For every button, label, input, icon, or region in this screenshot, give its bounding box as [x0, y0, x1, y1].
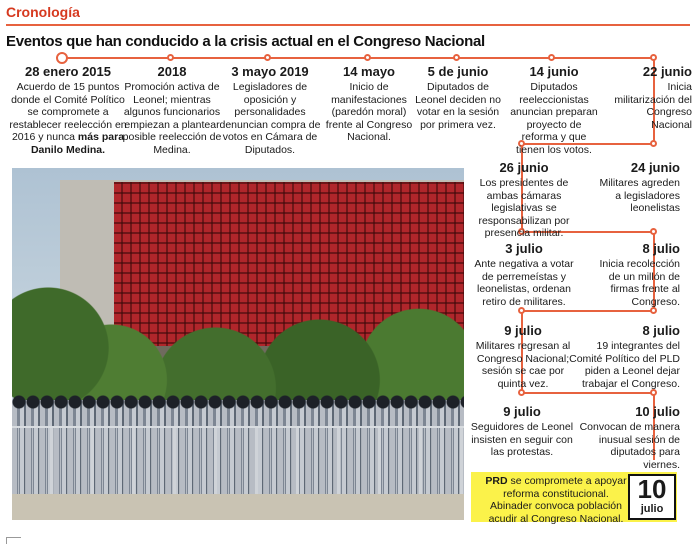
event-date: 8 julio — [642, 241, 680, 256]
event-text: Acuerdo de 15 puntos donde el Comité Político se compromete a restablecer reelección en 2016 y nunca más para Danilo Medina. — [9, 81, 127, 156]
timeline-dot — [650, 228, 657, 235]
event-date: 9 julio — [503, 404, 541, 419]
event-text: Diputados reeleccionistas anuncian preparan proyecto de reforma y que tienen los votos. — [510, 81, 598, 156]
timeline-dot — [453, 54, 460, 61]
event-date: 14 junio — [529, 64, 579, 79]
event-text: Diputados de Leonel deciden no votar en la sesión por primera vez. — [415, 81, 501, 131]
timeline-dot — [56, 52, 68, 64]
timeline-event — [6, 64, 130, 156]
timeline-event — [118, 64, 226, 156]
event-date: 10 julio — [635, 404, 680, 419]
timeline-dot — [264, 54, 271, 61]
timeline-dot — [518, 389, 525, 396]
timeline-event — [612, 64, 692, 131]
event-text: Los presidentes de ambas cámaras legislativas se responsabilizan por presencia militar. — [478, 177, 570, 239]
event-text: Ante negativa a votar de perremeístas y leonelistas, ordenan retiro de militares. — [474, 258, 574, 308]
timeline-line — [522, 310, 655, 312]
header-rule — [6, 24, 690, 26]
timeline-event — [594, 160, 680, 215]
timeline-event — [578, 404, 680, 471]
event-text: 19 integrantes del Comité Político del PLD piden a Leonel dejar trabajar el Congreso. — [569, 340, 680, 390]
event-text: Promoción activa de Leonel; mientras algunos funcionarios empiezan a plantear posible reelección de Medina. — [122, 81, 222, 156]
timeline-event — [322, 64, 416, 144]
timeline-event — [468, 241, 580, 308]
timeline-event — [508, 64, 600, 156]
timeline-event — [594, 241, 680, 308]
timeline-line — [521, 392, 655, 394]
timeline-dot — [548, 54, 555, 61]
timeline-dot — [364, 54, 371, 61]
headline: Eventos que han conducido a la crisis actual en el Congreso Nacional — [6, 33, 485, 50]
event-date: 28 enero 2015 — [24, 64, 111, 79]
photo-ground — [12, 494, 464, 520]
timeline-dot — [650, 140, 657, 147]
event-text: Inicia recolección de un millón de firmas frente al Congreso. — [599, 258, 680, 308]
final-date-month: julio — [640, 503, 664, 515]
event-text: Convocan de manera inusual sesión de diputados para viernes. — [579, 421, 680, 471]
timeline-event — [568, 323, 680, 390]
photo-helmets — [12, 394, 464, 410]
final-date-number: 10 — [637, 474, 667, 504]
event-date: 8 julio — [642, 323, 680, 338]
event-text: Militares regresan al Congreso Nacional; sesión se cae por quinta vez. — [475, 340, 571, 390]
timeline-event — [466, 404, 578, 459]
event-text: Militares agreden a legisladores leonelistas — [599, 177, 680, 214]
timeline-dot — [518, 307, 525, 314]
event-date: 3 mayo 2019 — [231, 64, 309, 79]
photo-barrier — [12, 426, 464, 498]
event-text: Inicio de manifestaciones (paredón moral) frente al Congreso Nacional. — [325, 81, 413, 143]
timeline-dot — [167, 54, 174, 61]
event-date: 26 junio — [499, 160, 549, 175]
event-text: Seguidores de Leonel insisten en seguir con las protestas. — [470, 421, 574, 458]
timeline-dot — [650, 307, 657, 314]
timeline-event — [414, 64, 502, 131]
timeline-event — [470, 160, 578, 240]
event-date: 9 julio — [504, 323, 542, 338]
event-text: Inicia militarización del Congreso Nacional — [614, 81, 692, 131]
final-event-date — [628, 474, 676, 520]
final-event-text: PRD se compromete a apoyar reforma constitucional. Abinader convoca población acudir al Congreso Nacional. — [485, 475, 627, 525]
event-date: 14 mayo — [342, 64, 396, 79]
event-date: 2018 — [157, 64, 187, 79]
protest-photo — [12, 168, 464, 520]
event-text: Legisladores de oposición y personalidades denuncian compra de votos en Cámara de Diputados. — [219, 81, 321, 156]
timeline-dot — [650, 389, 657, 396]
timeline-dot — [650, 54, 657, 61]
event-date: 5 de junio — [427, 64, 489, 79]
event-date: 3 julio — [505, 241, 543, 256]
timeline-event — [218, 64, 322, 156]
section-tag: Cronología — [6, 4, 80, 20]
event-date: 24 junio — [630, 160, 680, 175]
timeline-event — [472, 323, 574, 390]
event-date: 22 junio — [642, 64, 692, 79]
prd-label: PRD — [485, 475, 508, 487]
timeline-line — [62, 57, 654, 59]
